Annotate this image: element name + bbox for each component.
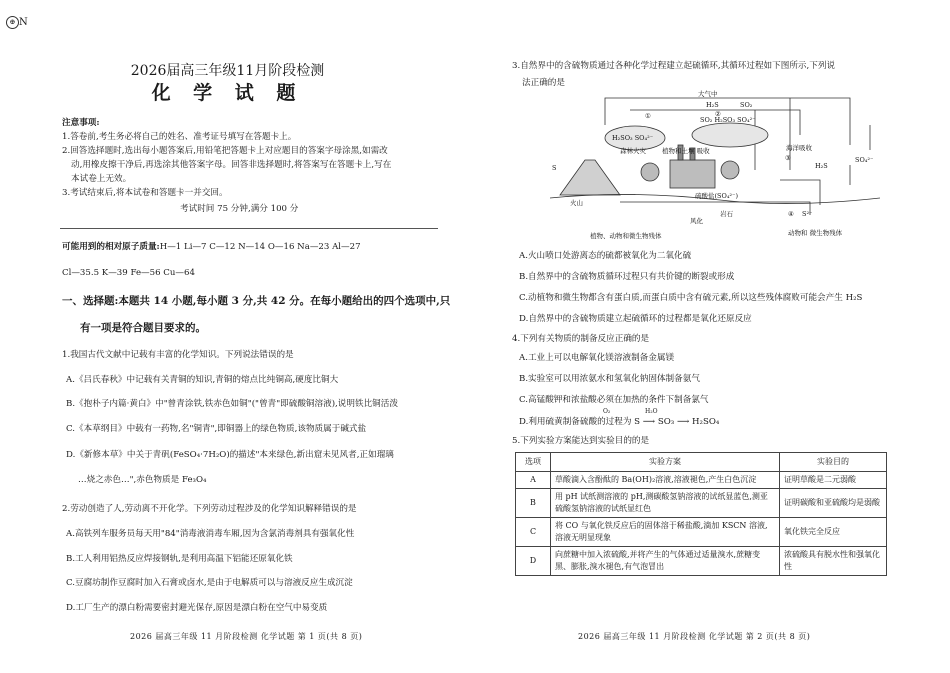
svg-text:H₂SO₃ SO₄²⁻: H₂SO₃ SO₄²⁻ xyxy=(612,134,654,142)
table-row: A 草酸滴入含酚酞的 Ba(OH)₂溶液,溶液褪色,产生白色沉淀 证明草酸是二元弱酸 xyxy=(516,472,887,489)
svg-text:植物、动物和微生物残体: 植物、动物和微生物残体 xyxy=(590,232,662,240)
label-atmosphere: 大气中 xyxy=(698,90,718,98)
q2-option-a: A.高铁列车服务员每天用"84"消毒液消毒车厢,因为含氯消毒剂具有强氧化性 xyxy=(66,529,355,539)
q1-option-b: B.《抱朴子内篇·黄白》中"曾青涂铁,铁赤色如铜"("曾青"即硫酸铜溶液),说明铁比铜活泼 xyxy=(66,399,398,409)
table-header: 选项 xyxy=(516,453,551,472)
svg-text:海洋吸收: 海洋吸收 xyxy=(786,144,812,152)
q4-option-a: A.工业上可以电解氧化镁溶液制备金属镁 xyxy=(519,353,675,363)
corner-mark: ⊕ N xyxy=(6,16,28,29)
table-row: D 向蔗糖中加入浓硫酸,并将产生的气体通过适量溴水,蔗糖变黑、膨胀,溴水褪色,有气泡冒出 浓硫酸具有脱水性和强氧化性 xyxy=(516,547,887,576)
q2-option-d: D.工厂生产的漂白粉需要密封避光保存,原因是漂白粉在空气中易变质 xyxy=(66,603,328,613)
svg-text:S: S xyxy=(552,164,557,172)
svg-text:森林火灾: 森林火灾 xyxy=(620,147,646,155)
svg-text:硫酸盐(SO₄²⁻): 硫酸盐(SO₄²⁻) xyxy=(695,192,738,200)
table-row: C 将 CO 与氧化铁反应后的固体溶于稀盐酸,滴加 KSCN 溶液,溶液无明显现象 氧化铁完全反应 xyxy=(516,518,887,547)
q4-option-d: D.利用硫黄制备硫酸的过程为 S ⟶ SO₃ ⟶ H₂SO₄ xyxy=(519,417,720,427)
page-footer-left: 2026 届高三年级 11 月阶段检测 化学试题 第 1 页(共 8 页) xyxy=(130,632,363,641)
q5-stem: 5.下列实验方案能达到实验目的的是 xyxy=(512,436,650,446)
svg-text:SO₂: SO₂ xyxy=(740,101,753,109)
q3-option-c: C.动植物和微生物都含有蛋白质,而蛋白质中含有硫元素,所以这些残体腐败可能会产生 H₂S xyxy=(519,293,863,303)
svg-text:植物和土壤 吸收: 植物和土壤 吸收 xyxy=(662,147,710,155)
exam-subject: 化 学 试 题 xyxy=(151,82,304,104)
svg-text:岩石: 岩石 xyxy=(720,210,733,218)
section-heading-cont: 有一项是符合题目要求的。 xyxy=(80,322,206,334)
sulfur-cycle-diagram xyxy=(550,90,880,240)
svg-text:风化: 风化 xyxy=(690,217,703,225)
atomic-mass-line2: Cl—35.5 K—39 Fe—56 Cu—64 xyxy=(62,268,195,278)
svg-text:SO₄²⁻: SO₄²⁻ xyxy=(855,156,874,164)
q1-option-c: C.《本草纲目》中载有一药物,名"铜青",即铜器上的绿色物质,该物质属于碱式盐 xyxy=(66,424,367,434)
table-header: 实验目的 xyxy=(780,453,887,472)
svg-text:②: ② xyxy=(715,110,721,118)
exam-time: 考试时间 75 分钟,满分 100 分 xyxy=(180,204,299,214)
notes-item: 2.回答选择题时,选出每小题答案后,用铅笔把答题卡上对应题目的答案字母涂黑,如需改 xyxy=(62,146,388,156)
q2-option-c: C.豆腐坊制作豆腐时加入石膏或卤水,是由于电解质可以与溶液反应生成沉淀 xyxy=(66,578,353,588)
svg-text:S²⁻: S²⁻ xyxy=(802,210,813,218)
factory-shape xyxy=(670,160,715,188)
divider xyxy=(60,228,438,229)
q4-option-c: C.高锰酸钾和浓盐酸必须在加热的条件下制备氯气 xyxy=(519,395,709,405)
q3-stem: 3.自然界中的含硫物质通过各种化学过程建立起硫循环,其循环过程如下图所示,下列说 xyxy=(512,61,836,71)
volcano-shape xyxy=(560,160,620,195)
table-header: 实验方案 xyxy=(551,453,780,472)
notes-item: 1.答卷前,考生务必将自己的姓名、准考证号填写在答题卡上。 xyxy=(62,132,297,142)
notes-item: 3.考试结束后,将本试卷和答题卡一并交回。 xyxy=(62,188,228,198)
svg-text:动物和 微生物残体: 动物和 微生物残体 xyxy=(788,229,843,237)
q3-option-a: A.火山喷口处游离态的硫都被氧化为二氧化硫 xyxy=(519,251,692,261)
q4-arrow-h2o: H₂O xyxy=(645,408,658,415)
q5-table xyxy=(515,452,887,576)
q3-option-b: B.自然界中的含硫物质循环过程只有共价键的断裂或形成 xyxy=(519,272,735,282)
svg-text:③: ③ xyxy=(785,154,791,162)
notes-item: 动,用橡皮擦干净后,再选涂其他答案字母。回答非选择题时,将答案写在答题卡上,写在 xyxy=(71,160,392,170)
svg-text:SO₂ H₂SO₃ SO₄²⁻: SO₂ H₂SO₃ SO₄²⁻ xyxy=(700,116,756,124)
q3-stem-cont: 法正确的是 xyxy=(522,78,565,88)
q4-arrow-o2: O₂ xyxy=(603,408,611,415)
section-heading: 一、选择题:本题共 14 小题,每小题 3 分,共 42 分。在每小题给出的四个选项中,只 xyxy=(62,295,451,307)
circle-mark-icon: ⊕ xyxy=(6,16,19,29)
atomic-mass: 可能用到的相对原子质量:H—1 Li—7 C—12 N—14 O—16 Na—23 Al—27 xyxy=(62,242,361,252)
cloud-right xyxy=(692,123,768,147)
table-row: B 用 pH 试纸测溶液的 pH,测碳酸氢钠溶液的试纸显蓝色,测亚硫酸氢钠溶液的试纸显红色 证明碳酸和亚硫酸均是弱酸 xyxy=(516,489,887,518)
q4-stem: 4.下列有关物质的制备反应正确的是 xyxy=(512,334,650,344)
q4-option-b: B.实验室可以用浓氨水和氢氧化钠固体制备氨气 xyxy=(519,374,700,384)
q1-option-d-cont: …烧之赤色…",赤色物质是 Fe₃O₄ xyxy=(78,475,207,485)
notes-item: 本试卷上无效。 xyxy=(71,174,132,184)
svg-text:H₂S: H₂S xyxy=(706,101,719,109)
notes-heading: 注意事项: xyxy=(62,118,100,128)
q1-stem: 1.我国古代文献中记载有丰富的化学知识。下列说法错误的是 xyxy=(62,350,294,360)
svg-text:①: ① xyxy=(645,112,651,120)
q3-option-d: D.自然界中的含硫物质建立起硫循环的过程都是氧化还原反应 xyxy=(519,314,752,324)
q2-option-b: B.工人利用铝热反应焊接钢轨,是利用高温下铝能还原氧化铁 xyxy=(66,554,293,564)
svg-text:H₂S: H₂S xyxy=(815,162,828,170)
q1-option-a: A.《吕氏春秋》中记载有关青铜的知识,青铜的熔点比纯铜高,硬度比铜大 xyxy=(66,375,339,385)
table-header-row xyxy=(516,453,887,472)
page-footer-right: 2026 届高三年级 11 月阶段检测 化学试题 第 2 页(共 8 页) xyxy=(578,632,811,641)
svg-text:火山: 火山 xyxy=(570,199,583,207)
exam-title: 2026届高三年级11月阶段检测 xyxy=(130,63,325,79)
q2-stem: 2.劳动创造了人,劳动离不开化学。下列劳动过程涉及的化学知识解释错误的是 xyxy=(62,504,357,514)
q1-option-d: D.《新修本草》中关于青矾(FeSO₄·7H₂O)的描述"本来绿色,新出窟未见风者,正如瑠璃 xyxy=(66,450,394,460)
svg-text:④: ④ xyxy=(788,210,794,218)
